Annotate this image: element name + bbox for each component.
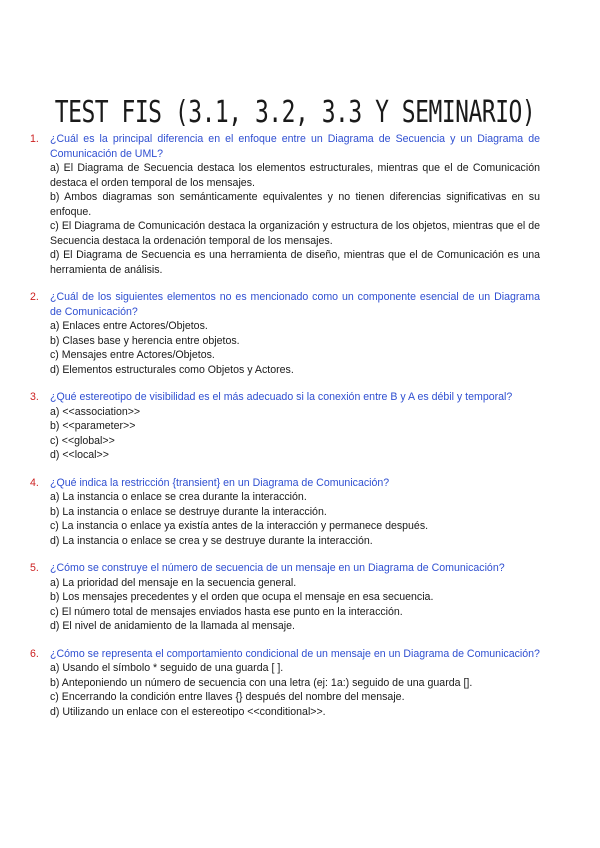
question-text: ¿Cuál de los siguientes elementos no es mencionado como un componente esencial de un Diagrama de Comunicación? <box>50 291 540 318</box>
answer-option: b) Ambos diagramas son semánticamente equivalentes y no tienen diferencias significativas en su enfoque. <box>50 191 540 218</box>
answer-option: c) Mensajes entre Actores/Objetos. <box>50 349 215 361</box>
answer-option: b) La instancia o enlace se destruye durante la interacción. <box>50 505 327 518</box>
answer-option: b) <<parameter>> <box>50 420 136 432</box>
answer-option: d) <<local>> <box>50 449 109 461</box>
question-number: 2. <box>30 291 39 303</box>
answer-option: a) Usando el símbolo * seguido de una guarda [ ]. <box>50 662 284 674</box>
question-text: ¿Qué indica la restricción {transient} en un Diagrama de Comunicación? <box>50 476 390 489</box>
answer-option: a) Enlaces entre Actores/Objetos. <box>50 320 208 332</box>
answer-option: c) La instancia o enlace ya existía antes de la interacción y permanece después. <box>50 520 429 532</box>
answer-options <box>50 161 540 277</box>
answer-options <box>50 490 540 548</box>
answer-option: d) Utilizando un enlace con el estereotipo <<conditional>>. <box>50 705 326 718</box>
answer-option: b) Clases base y herencia entre objetos. <box>50 334 240 347</box>
question-item <box>30 390 540 463</box>
question-number: 6. <box>30 647 39 660</box>
question-item <box>30 476 540 549</box>
answer-option: a) La prioridad del mensaje en la secuencia general. <box>50 576 297 589</box>
answer-option: a) El Diagrama de Secuencia destaca los elementos estructurales, mientras que el de Comunicación destaca el orden temporal de los mensajes. <box>50 162 540 189</box>
question-item <box>30 647 540 720</box>
question-text: ¿Cómo se representa el comportamiento condicional de un mensaje en un Diagrama de Comunicación? <box>50 647 540 660</box>
question-text: ¿Cuál es la principal diferencia en el enfoque entre un Diagrama de Secuencia y un Diagrama de Comunicación de UML? <box>50 133 540 160</box>
question-item <box>30 132 540 277</box>
answer-option: a) <<association>> <box>50 405 141 418</box>
answer-option: d) La instancia o enlace se crea y se destruye durante la interacción. <box>50 534 373 547</box>
answer-option: c) Encerrando la condición entre llaves {} después del nombre del mensaje. <box>50 691 405 703</box>
question-number: 4. <box>30 476 39 489</box>
answer-options <box>50 405 540 463</box>
answer-option: b) Anteponiendo un número de secuencia con una letra (ej: 1a:) seguido de una guarda []. <box>50 676 473 689</box>
question-number: 1. <box>30 133 39 145</box>
answer-options <box>50 576 540 634</box>
answer-option: d) Elementos estructurales como Objetos y Actores. <box>50 363 294 376</box>
answer-options <box>50 661 540 719</box>
answer-option: c) El Diagrama de Comunicación destaca la organización y estructura de los objetos, mientras que el de Secuencia destaca la ordenación temporal de los mensajes. <box>50 220 540 247</box>
answer-option: c) <<global>> <box>50 434 115 447</box>
answer-option: d) El Diagrama de Secuencia es una herramienta de diseño, mientras que el de Comunicación es una herramienta de análisis. <box>50 249 540 276</box>
answer-option: a) La instancia o enlace se crea durante la interacción. <box>50 491 307 503</box>
question-item <box>30 561 540 634</box>
question-list <box>30 132 540 719</box>
question-text: ¿Cómo se construye el número de secuencia de un mensaje en un Diagrama de Comunicación? <box>50 562 505 574</box>
question-number: 5. <box>30 562 39 574</box>
page-title: TEST FIS (3.1, 3.2, 3.3 Y SEMINARIO) <box>54 96 536 130</box>
question-item <box>30 290 540 377</box>
question-number: 3. <box>30 391 39 403</box>
answer-option: d) El nivel de anidamiento de la llamada al mensaje. <box>50 620 295 632</box>
answer-option: c) El número total de mensajes enviados hasta ese punto en la interacción. <box>50 605 403 618</box>
answer-options <box>50 319 540 377</box>
question-text: ¿Qué estereotipo de visibilidad es el más adecuado si la conexión entre B y A es débil y temporal? <box>50 391 513 403</box>
answer-option: b) Los mensajes precedentes y el orden que ocupa el mensaje en esa secuencia. <box>50 591 434 603</box>
